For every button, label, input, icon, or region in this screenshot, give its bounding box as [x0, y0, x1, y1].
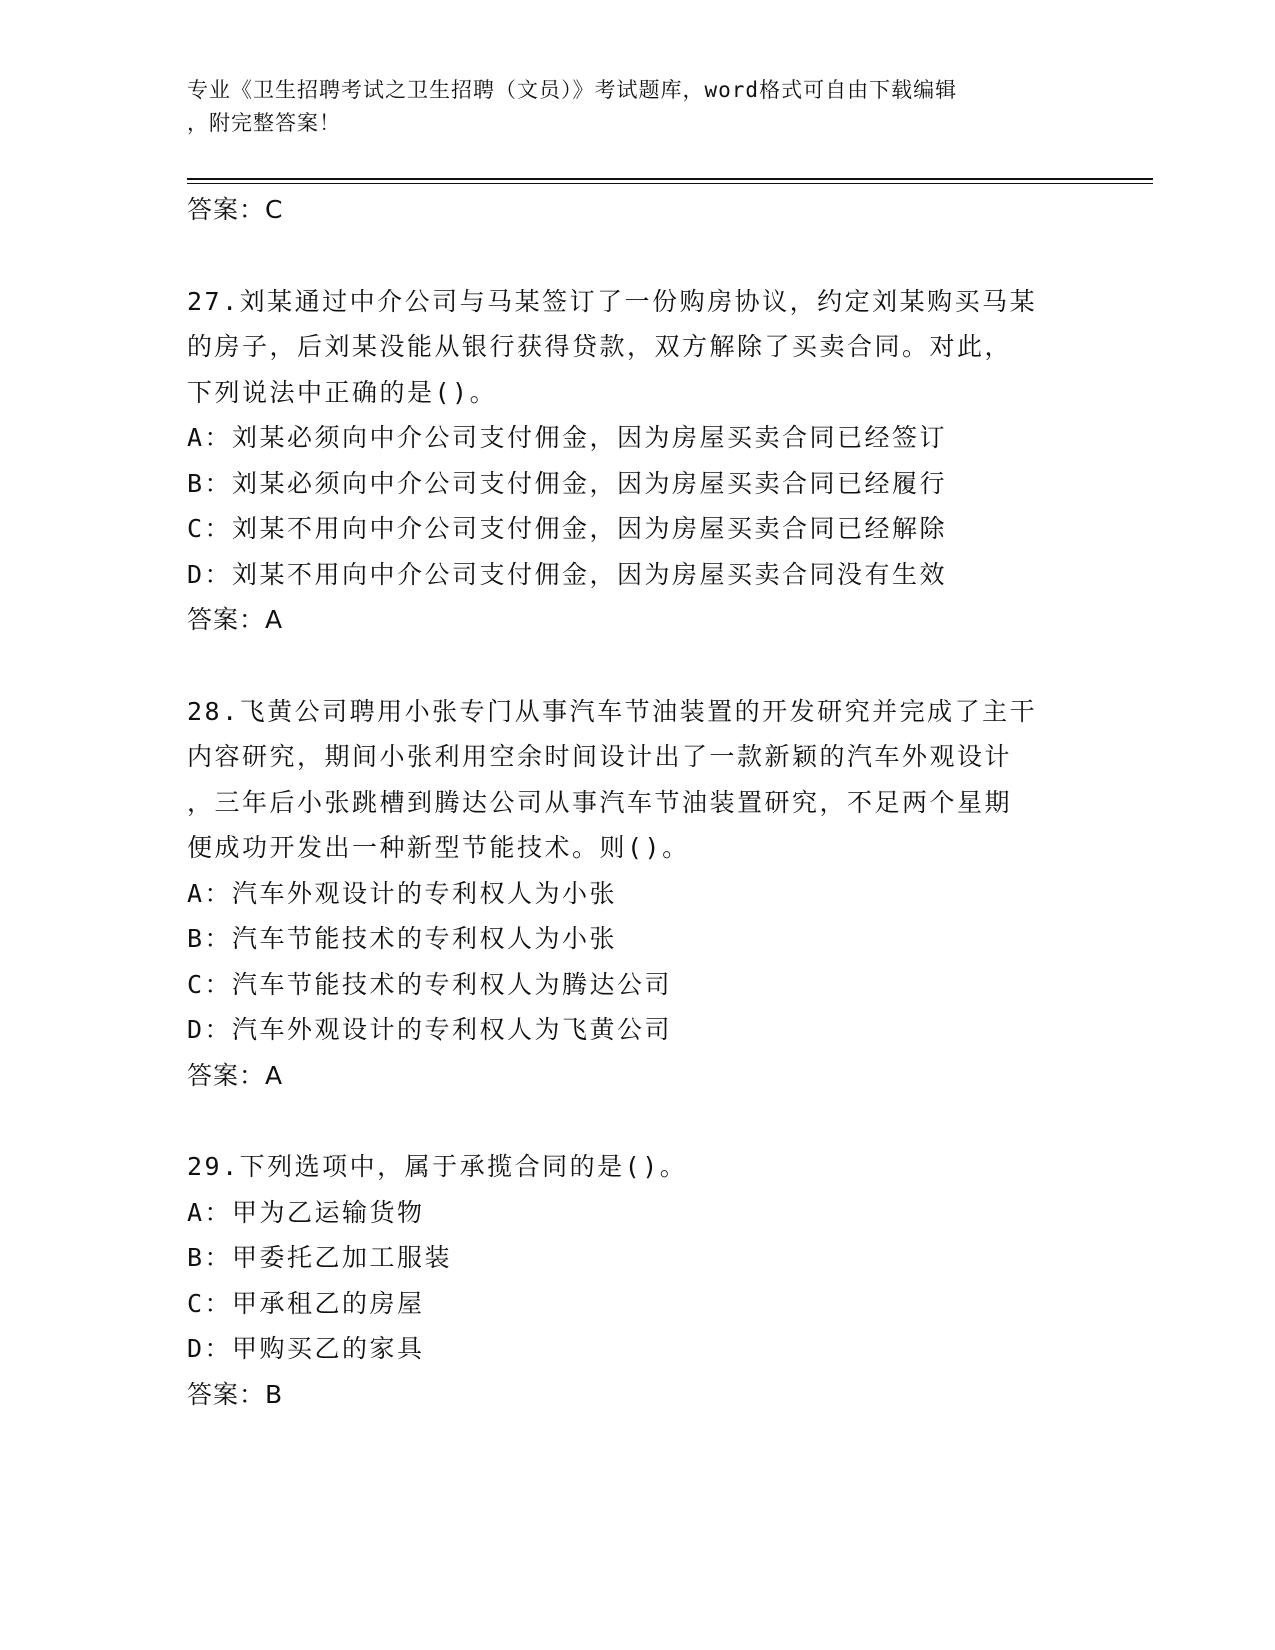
option-d: D：汽车外观设计的专利权人为飞黄公司 [187, 1015, 673, 1044]
question-stem-line: 27.刘某通过中介公司与马某签订了一份购房协议，约定刘某购买马某 [187, 286, 1038, 316]
option-c: C：甲承租乙的房屋 [187, 1288, 425, 1318]
question-28 [187, 689, 1087, 1099]
question-stem-line: 的房子，后刘某没能从银行获得贷款，双方解除了买卖合同。对此， [187, 332, 1013, 361]
answer-label: 答案：C [187, 195, 284, 224]
header-divider [187, 178, 1153, 180]
document-body [187, 187, 1087, 1417]
option-c: C：汽车节能技术的专利权人为腾达公司 [187, 969, 673, 999]
question-29 [187, 1144, 1087, 1417]
answer-label: 答案：A [187, 605, 284, 634]
option-a: A：刘某必须向中介公司支付佣金，因为房屋买卖合同已经签订 [187, 423, 948, 452]
document-header [187, 74, 1067, 140]
question-stem-line: 29.下列选项中，属于承揽合同的是()。 [187, 1152, 688, 1181]
question-stem-line: 内容研究，期间小张利用空余时间设计出了一款新颖的汽车外观设计 [187, 742, 1013, 771]
question-stem-line: ，三年后小张跳槽到腾达公司从事汽车节油装置研究，不足两个星期 [187, 787, 1013, 817]
header-line: 专业《卫生招聘考试之卫生招聘（文员）》考试题库，word格式可自由下载编辑 [187, 78, 958, 102]
option-b: B：甲委托乙加工服装 [187, 1243, 453, 1272]
option-a: A：汽车外观设计的专利权人为小张 [187, 878, 618, 908]
question-27 [187, 279, 1087, 643]
question-stem-line: 下列说法中正确的是()。 [187, 377, 498, 407]
option-b: B：汽车节能技术的专利权人为小张 [187, 924, 618, 953]
option-c: C：刘某不用向中介公司支付佣金，因为房屋买卖合同已经解除 [187, 514, 948, 543]
option-a: A：甲为乙运输货物 [187, 1197, 425, 1227]
option-b: B：刘某必须向中介公司支付佣金，因为房屋买卖合同已经履行 [187, 468, 948, 498]
header-divider-thin [187, 183, 1153, 184]
question-stem-line: 便成功开发出一种新型节能技术。则()。 [187, 833, 690, 862]
answer-label: 答案：A [187, 1060, 284, 1090]
answer-label: 答案：B [187, 1379, 284, 1409]
question-stem-line: 28.飞黄公司聘用小张专门从事汽车节油装置的开发研究并完成了主干 [187, 696, 1038, 726]
option-d: D：刘某不用向中介公司支付佣金，因为房屋买卖合同没有生效 [187, 559, 948, 589]
option-d: D：甲购买乙的家具 [187, 1334, 425, 1363]
header-line: ，附完整答案！ [187, 111, 341, 135]
